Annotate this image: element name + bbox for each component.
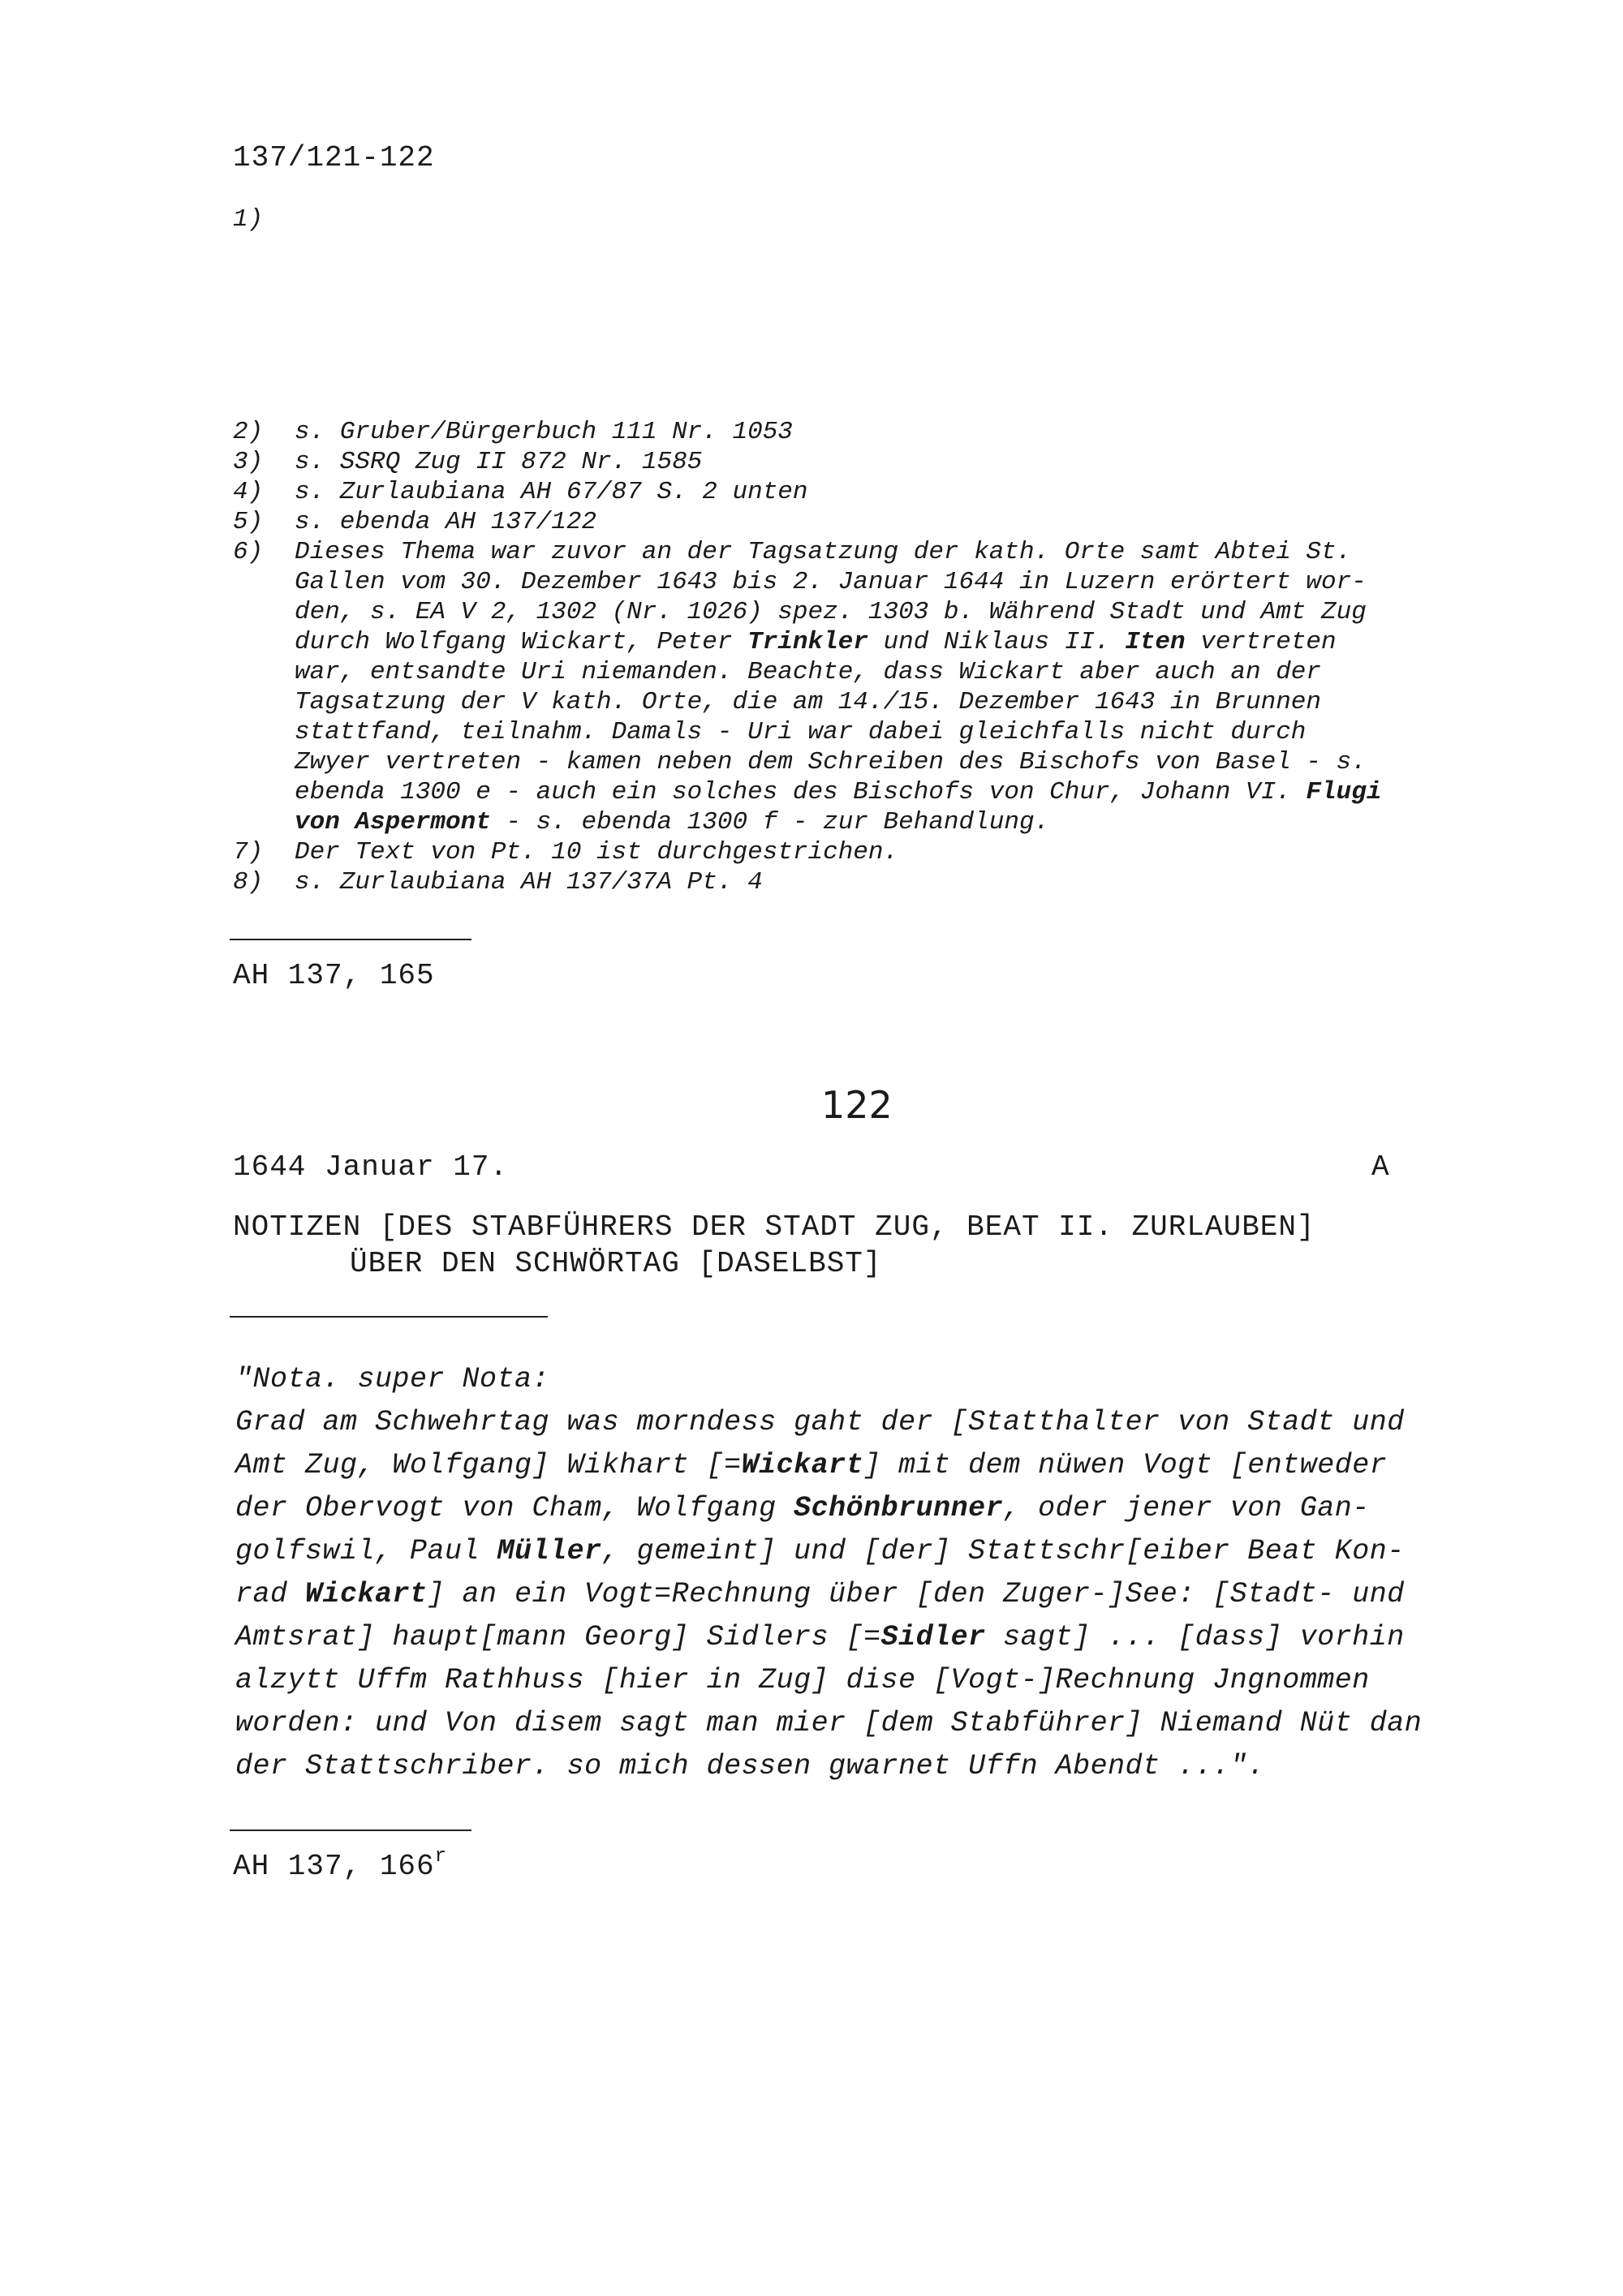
source-reference-2: AH 137, 166$^r$ bbox=[233, 1846, 448, 1883]
document-title-line2: ÜBER DEN SCHWÖRTAG [DASELBST] bbox=[350, 1247, 882, 1280]
body-line: worden: und Von disem sagt man mier [dem Stabführer] Niemand Nüt dan bbox=[235, 1707, 1423, 1739]
footnote-6-line: ebenda 1300 e - auch ein solches des Bischofs von Chur, Johann VI. Flugi bbox=[295, 778, 1382, 806]
body-line: golfswil, Paul Müller, gemeint] und [der] Stattschr[eiber Beat Kon- bbox=[235, 1535, 1405, 1567]
source-reference: AH 137, 165 bbox=[233, 959, 435, 992]
footnote-6-line: war, entsandte Uri niemanden. Beachte, dass Wickart aber auch an der bbox=[295, 658, 1322, 686]
body-line: "Nota. super Nota: bbox=[235, 1363, 550, 1395]
separator-rule bbox=[230, 1829, 471, 1831]
body-line: Amt Zug, Wolfgang] Wikhart [=Wickart] mit dem nüwen Vogt [entweder bbox=[235, 1449, 1388, 1481]
document-title-line1: NOTIZEN [DES STABFÜHRERS DER STADT ZUG, BEAT II. ZURLAUBEN] bbox=[233, 1210, 1315, 1244]
body-line: alzytt Uffm Rathhuss [hier in Zug] dise [Vogt-]Rechnung Jngnommen bbox=[235, 1664, 1370, 1696]
document-date: 1644 Januar 17. bbox=[233, 1150, 509, 1184]
body-line: rad Wickart] an ein Vogt=Rechnung über [den Zuger-]See: [Stadt- und bbox=[235, 1578, 1405, 1610]
footnote-2: 2) s. Gruber/Bürgerbuch 111 Nr. 1053 bbox=[233, 418, 793, 446]
separator-rule bbox=[230, 939, 471, 940]
document-number: 122 bbox=[821, 1083, 893, 1127]
footnote-6-line: stattfand, teilnahm. Damals - Uri war dabei gleichfalls nicht durch bbox=[295, 718, 1307, 746]
footnote-6-line: von Aspermont - s. ebenda 1300 f - zur Behandlung. bbox=[295, 808, 1050, 836]
footnote-6: 6) Dieses Thema war zuvor an der Tagsatzung der kath. Orte samt Abtei St. bbox=[233, 538, 1352, 566]
footnote-8: 8) s. Zurlaubiana AH 137/37A Pt. 4 bbox=[233, 868, 763, 896]
footnote-6-line: den, s. EA V 2, 1302 (Nr. 1026) spez. 1303 b. Während Stadt und Amt Zug bbox=[295, 598, 1367, 626]
body-line: Grad am Schwehrtag was morndess gaht der [Statthalter von Stadt und bbox=[235, 1406, 1405, 1438]
footnote-6-line: Gallen vom 30. Dezember 1643 bis 2. Januar 1644 in Luzern erörtert wor- bbox=[295, 568, 1367, 596]
footnote-1-marker: 1) bbox=[233, 205, 264, 234]
footnote-6-line: Tagsatzung der V kath. Orte, die am 14./15. Dezember 1643 in Brunnen bbox=[295, 688, 1322, 716]
footnote-7: 7) Der Text von Pt. 10 ist durchgestrichen. bbox=[233, 838, 899, 866]
footnote-6-line: durch Wolfgang Wickart, Peter Trinkler und Niklaus II. Iten vertreten bbox=[295, 628, 1337, 656]
footnote-6-line: Zwyer vertreten - kamen neben dem Schreiben des Bischofs von Basel - s. bbox=[295, 748, 1367, 776]
footnote-4: 4) s. Zurlaubiana AH 67/87 S. 2 unten bbox=[233, 478, 808, 506]
footnote-5: 5) s. ebenda AH 137/122 bbox=[233, 508, 597, 536]
body-line: der Stattschriber. so mich dessen gwarnet Uffn Abendt ...". bbox=[235, 1750, 1265, 1782]
separator-rule bbox=[230, 1316, 548, 1318]
footnote-3: 3) s. SSRQ Zug II 872 Nr. 1585 bbox=[233, 448, 703, 476]
page-reference: 137/121-122 bbox=[233, 141, 435, 174]
body-line: Amtsrat] haupt[mann Georg] Sidlers [=Sidler sagt] ... [dass] vorhin bbox=[235, 1621, 1405, 1653]
body-line: der Obervogt von Cham, Wolfgang Schönbrunner, oder jener von Gan- bbox=[235, 1492, 1370, 1524]
document-grade: A bbox=[1371, 1150, 1390, 1184]
